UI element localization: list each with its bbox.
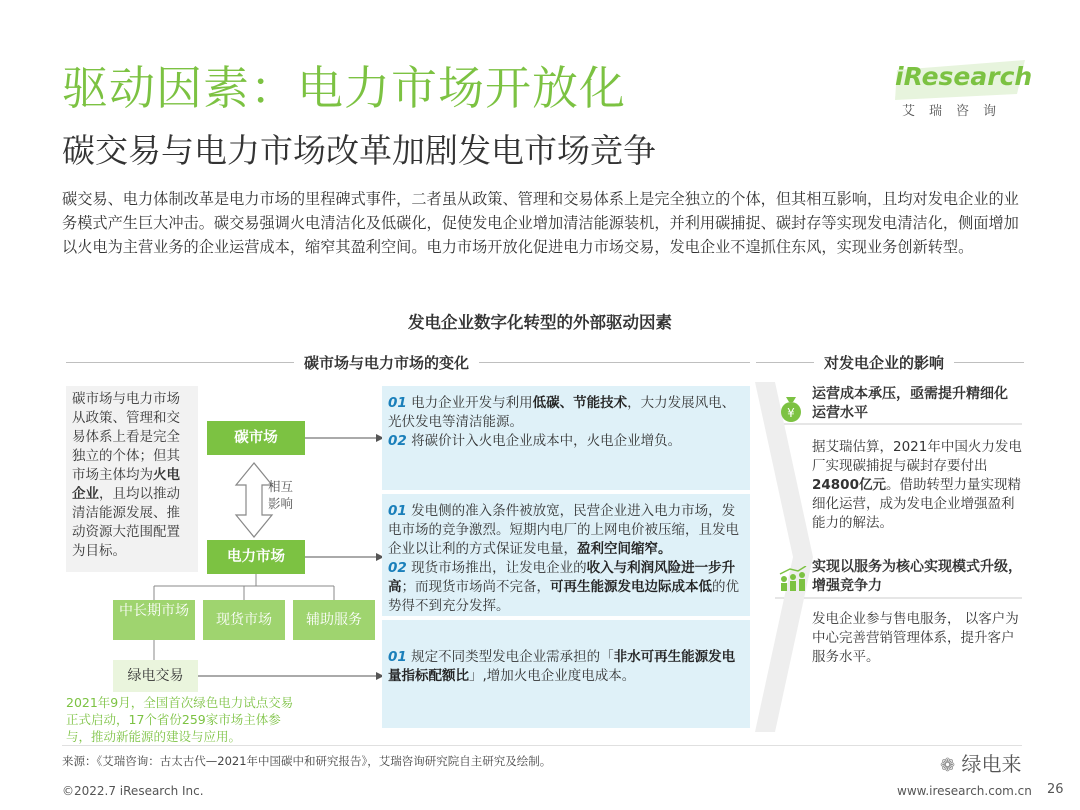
item-number: 01 bbox=[388, 395, 407, 411]
green-power-trade-box: 绿电交易 bbox=[113, 660, 198, 692]
item-text: 将碳价计入火电企业成本中，火电企业增负。 bbox=[411, 433, 682, 449]
power-impact-item-1 bbox=[388, 502, 744, 559]
green-trade-impact-box bbox=[382, 620, 750, 728]
page-number: 26 bbox=[1047, 782, 1064, 797]
wechat-watermark bbox=[940, 748, 1021, 777]
copyright: ©2022.7 iResearch Inc. bbox=[62, 784, 204, 798]
mutual-label-line-1: 相互 bbox=[268, 479, 294, 494]
carbon-market-box: 碳市场 bbox=[207, 421, 305, 455]
item-bold: 非水可再生能源发电量指标配额比 bbox=[388, 649, 736, 684]
logo-brand-text: iResearch bbox=[895, 62, 1033, 91]
ancillary-service-box: 辅助服务 bbox=[293, 600, 375, 640]
item-text: ，大力发展风电、光伏发电等清洁能源。 bbox=[388, 395, 736, 430]
item-bold: 可再生能源发电边际成本低 bbox=[550, 579, 712, 595]
item-text: 现货市场推出，让发电企业的 bbox=[411, 560, 587, 576]
item-text: ；而现货市场尚不完备， bbox=[401, 579, 550, 595]
footer-divider bbox=[62, 745, 1022, 746]
item-bold: 收入与利润风险进一步升高 bbox=[388, 560, 736, 595]
carbon-impact-item-1 bbox=[388, 394, 744, 432]
green-impact-item-1 bbox=[388, 648, 744, 686]
carbon-impact-item-2 bbox=[388, 432, 744, 451]
mutual-influence-label bbox=[268, 478, 293, 512]
impact-2-body: 发电企业参与售电服务， 以客户为中心完善营销管理体系，提升客户服务水平。 bbox=[812, 611, 1019, 665]
intro-box-text-post: ，且均以推动清洁能源发展、推动资源大范围配置为目标。 bbox=[72, 486, 180, 559]
wechat-icon: ❁ bbox=[940, 755, 956, 776]
impact-1-heading: 运营成本承压，亟需提升精细化运营水平 bbox=[812, 386, 1008, 421]
item-number: 01 bbox=[388, 649, 407, 665]
item-text: 」,增加火电企业度电成本。 bbox=[469, 668, 636, 684]
item-text: 的优势得不到充分发挥。 bbox=[388, 579, 739, 614]
right-section-header: 对发电企业的影响 bbox=[814, 352, 954, 373]
website-link[interactable]: www.iresearch.com.cn bbox=[897, 784, 1032, 798]
impact-2-heading: 实现以服务为核心实现模式升级，增强竞争力 bbox=[812, 559, 1022, 594]
people-growth-icon bbox=[778, 566, 808, 592]
impact-1-text: 。借助转型力量实现精细化运营，成为发电企业增强盈利能力的解法。 bbox=[812, 477, 1021, 531]
item-text: 规定不同类型发电企业需承担的「 bbox=[411, 649, 614, 665]
intro-paragraph: 碳交易、电力体制改革是电力市场的里程碑式事件，二者虽从政策、管理和交易体系上是完全独立的个体，但其相互影响，且均对发电企业的业务模式产生巨大冲击。碳交易强调火电清洁化及低碳化，促使发电企业增加清洁能源装机，并利用碳捕捉、碳封存等实现发电清洁化，侧面增加以火电为主营业务的企业运营成本，缩窄其盈利空间。电力市场开放化促进电力市场交易，发电企业不遑抓住东风，实现业务创新转型。 bbox=[62, 190, 1019, 256]
svg-text:¥: ¥ bbox=[787, 406, 795, 420]
impact-chevron-arrow bbox=[755, 382, 815, 732]
left-section-header: 碳市场与电力市场的变化 bbox=[294, 352, 479, 373]
page-title: 驱动因素：电力市场开放化 bbox=[62, 61, 626, 115]
spot-market-box: 现货市场 bbox=[203, 600, 285, 640]
power-market-impact-box bbox=[382, 494, 750, 616]
impact-1-body bbox=[812, 438, 1022, 533]
logo-cn-text: 艾瑞咨询 bbox=[902, 104, 1011, 119]
item-number: 01 bbox=[388, 503, 407, 519]
power-impact-item-2 bbox=[388, 559, 744, 616]
item-bold: 低碳、节能技术 bbox=[532, 395, 628, 411]
source-note: 来源：《艾瑞咨询：古太古代—2021年中国碳中和研究报告》，艾瑞咨询研究院自主研究及绘制。 bbox=[62, 754, 552, 768]
wechat-name: 绿电来 bbox=[961, 752, 1022, 776]
item-text: 发电侧的准入条件被放宽，民营企业进入电力市场，发电市场的竞争激烈。短期内电厂的上网电价被压缩，且发电企业以让利的方式保证发电量， bbox=[388, 503, 739, 557]
page-subtitle: 碳交易与电力市场改革加剧发电市场竞争 bbox=[62, 131, 656, 170]
power-market-box: 电力市场 bbox=[207, 540, 305, 574]
money-bag-icon bbox=[776, 393, 806, 423]
mutual-label-line-2: 影响 bbox=[268, 496, 294, 511]
item-bold: 盈利空间缩窄。 bbox=[577, 541, 672, 557]
diagram-title: 发电企业数字化转型的外部驱动因素 bbox=[408, 313, 672, 332]
intro-box-bold: 火电企业 bbox=[72, 467, 180, 502]
mid-long-term-market-box: 中长期市场 bbox=[113, 600, 195, 640]
item-number: 02 bbox=[388, 560, 407, 576]
intro-box-text-pre: 碳市场与电力市场从政策、管理和交易体系上看是完全独立的个体；但其市场主体均为 bbox=[72, 391, 180, 483]
item-number: 02 bbox=[388, 433, 407, 449]
green-trade-note: 2021年9月，全国首次绿色电力试点交易正式启动，17个省份259家市场主体参与，推动新能源的建设与应用。 bbox=[66, 695, 294, 744]
carbon-impact-box bbox=[382, 386, 750, 490]
impact-1-bold: 24800亿元 bbox=[812, 477, 886, 493]
impact-1-text: 据艾瑞估算，2021年中国火力发电厂实现碳捕捉与碳封存要付出 bbox=[812, 439, 1022, 474]
item-text: 电力企业开发与利用 bbox=[411, 395, 533, 411]
